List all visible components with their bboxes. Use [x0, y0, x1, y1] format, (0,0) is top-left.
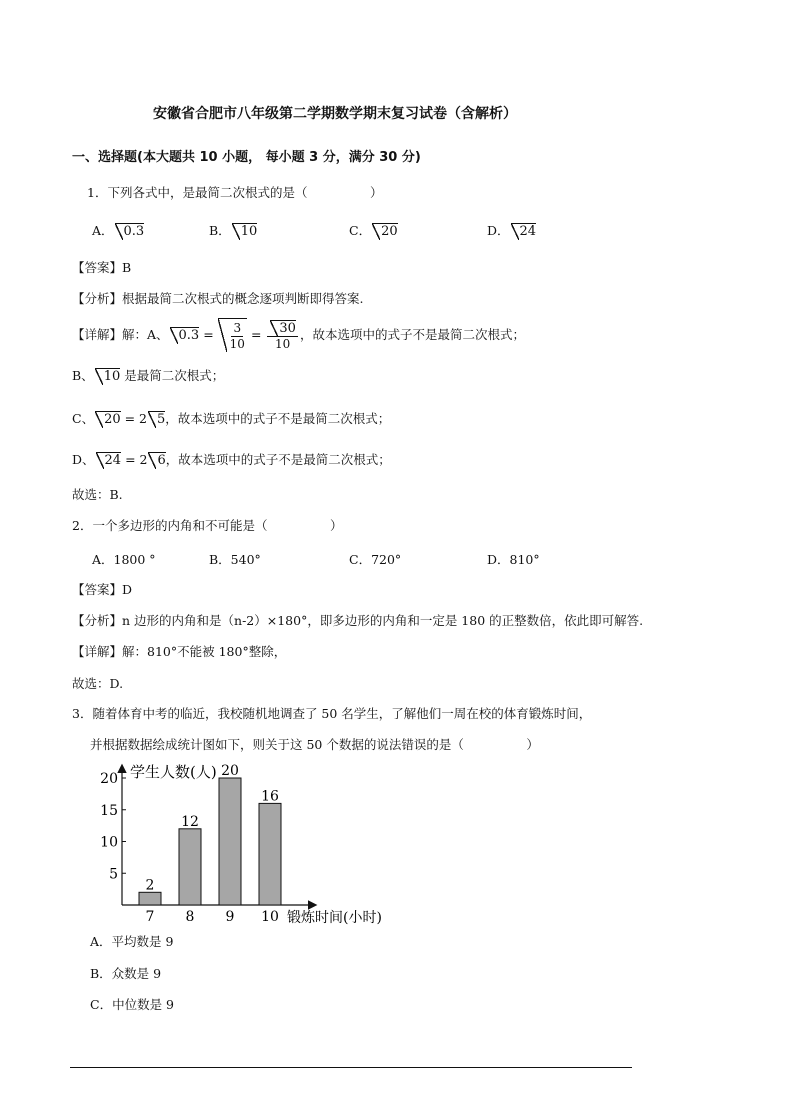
- y-axis-label: 学生人数(人): [130, 763, 217, 781]
- q1-answer: 【答案】B: [72, 260, 132, 275]
- radical-large: $\frac{3}{10}$: [218, 318, 247, 353]
- bar: [219, 778, 241, 905]
- x-tick-label: 8: [185, 909, 195, 925]
- page-title: 安徽省合肥市八年级第二学期数学期末复习试卷（含解析）: [153, 106, 517, 122]
- radical: 24: [511, 223, 537, 239]
- radical: 20: [95, 411, 121, 427]
- y-tick-label: 20: [100, 771, 118, 787]
- q2-detail: 【详解】解：810°不能被 180°整除，: [72, 644, 287, 659]
- q1-detail: 【详解】解：A、 0.3 = $\frac{3}{10}$ = $\frac{30}{10}$ ，故本选项中的式子不是最简二次根式；: [72, 318, 525, 353]
- q3-option-c: C．中位数是 9: [90, 997, 174, 1012]
- x-tick-label: 7: [145, 909, 155, 925]
- y-tick-label: 10: [100, 834, 118, 851]
- radical: 30: [270, 320, 296, 336]
- q1-option-d: D． 24: [487, 223, 537, 239]
- radical: 0.3: [115, 223, 145, 239]
- q1-option-b: B． 10: [209, 223, 258, 239]
- q2-answer: 【答案】D: [72, 582, 133, 597]
- q1-conclusion: 故选：B.: [72, 487, 123, 502]
- q1-option-c: C． 20: [349, 223, 398, 239]
- bar-value-label: 16: [261, 788, 279, 805]
- radical: 6: [148, 452, 165, 468]
- q1-option-a: A． 0.3: [92, 223, 145, 239]
- q3-option-a: A．平均数是 9: [90, 934, 174, 949]
- bar-value-label: 20: [221, 763, 239, 779]
- q2-option-a: A．1800 °: [92, 552, 156, 567]
- q3-stem-line2: 并根据数据绘成统计图如下，则关于这 50 个数据的说法错误的是（ ）: [90, 737, 539, 752]
- footer-rule: [70, 1067, 632, 1068]
- q1-line-d: D、 24 = 2 6，故本选项中的式子不是最简二次根式；: [72, 452, 391, 468]
- radical: 5: [148, 411, 165, 427]
- q2-stem: 2．一个多边形的内角和不可能是（ ）: [72, 518, 343, 533]
- y-tick-label: 5: [109, 866, 118, 883]
- q1-line-c: C、 20 = 2 5，故本选项中的式子不是最简二次根式；: [72, 411, 391, 427]
- radical: 24: [96, 452, 122, 468]
- bar-value-label: 2: [145, 877, 155, 894]
- radical: 20: [372, 223, 398, 239]
- bar: [139, 892, 161, 905]
- q2-conclusion: 故选：D.: [72, 676, 124, 691]
- q3-option-b: B．众数是 9: [90, 966, 162, 981]
- q2-option-b: B．540°: [209, 552, 261, 567]
- radical: 0.3: [170, 327, 200, 343]
- q1-stem: 1．下列各式中，是最简二次根式的是（ ）: [87, 185, 383, 200]
- bar-value-label: 12: [181, 813, 199, 830]
- q2-option-d: D．810°: [487, 552, 540, 567]
- section-heading: 一、选择题(本大题共 10 小题， 每小题 3 分，满分 30 分): [72, 150, 421, 165]
- x-tick-label: 9: [225, 909, 235, 925]
- x-tick-label: 10: [261, 909, 279, 925]
- bar: [179, 829, 201, 905]
- y-tick-label: 15: [100, 802, 118, 819]
- bar: [259, 803, 281, 905]
- q1-analysis: 【分析】根据最简二次根式的概念逐项判断即得答案.: [72, 291, 364, 306]
- q1-line-b: B、 10 是最简二次根式；: [72, 368, 225, 384]
- radical: 10: [232, 223, 258, 239]
- q3-stem-line1: 3．随着体育中考的临近，我校随机地调查了 50 名学生，了解他们一周在校的体育锻炼时间，: [72, 706, 592, 721]
- q2-analysis: 【分析】n 边形的内角和是（n-2）×180°，即多边形的内角和一定是 180 的正整数倍，依此即可解答.: [72, 613, 644, 628]
- x-axis-label: 锻炼时间(小时): [287, 910, 382, 926]
- q2-option-c: C．720°: [349, 552, 402, 567]
- radical: 10: [95, 368, 121, 384]
- bar-chart: [90, 760, 430, 930]
